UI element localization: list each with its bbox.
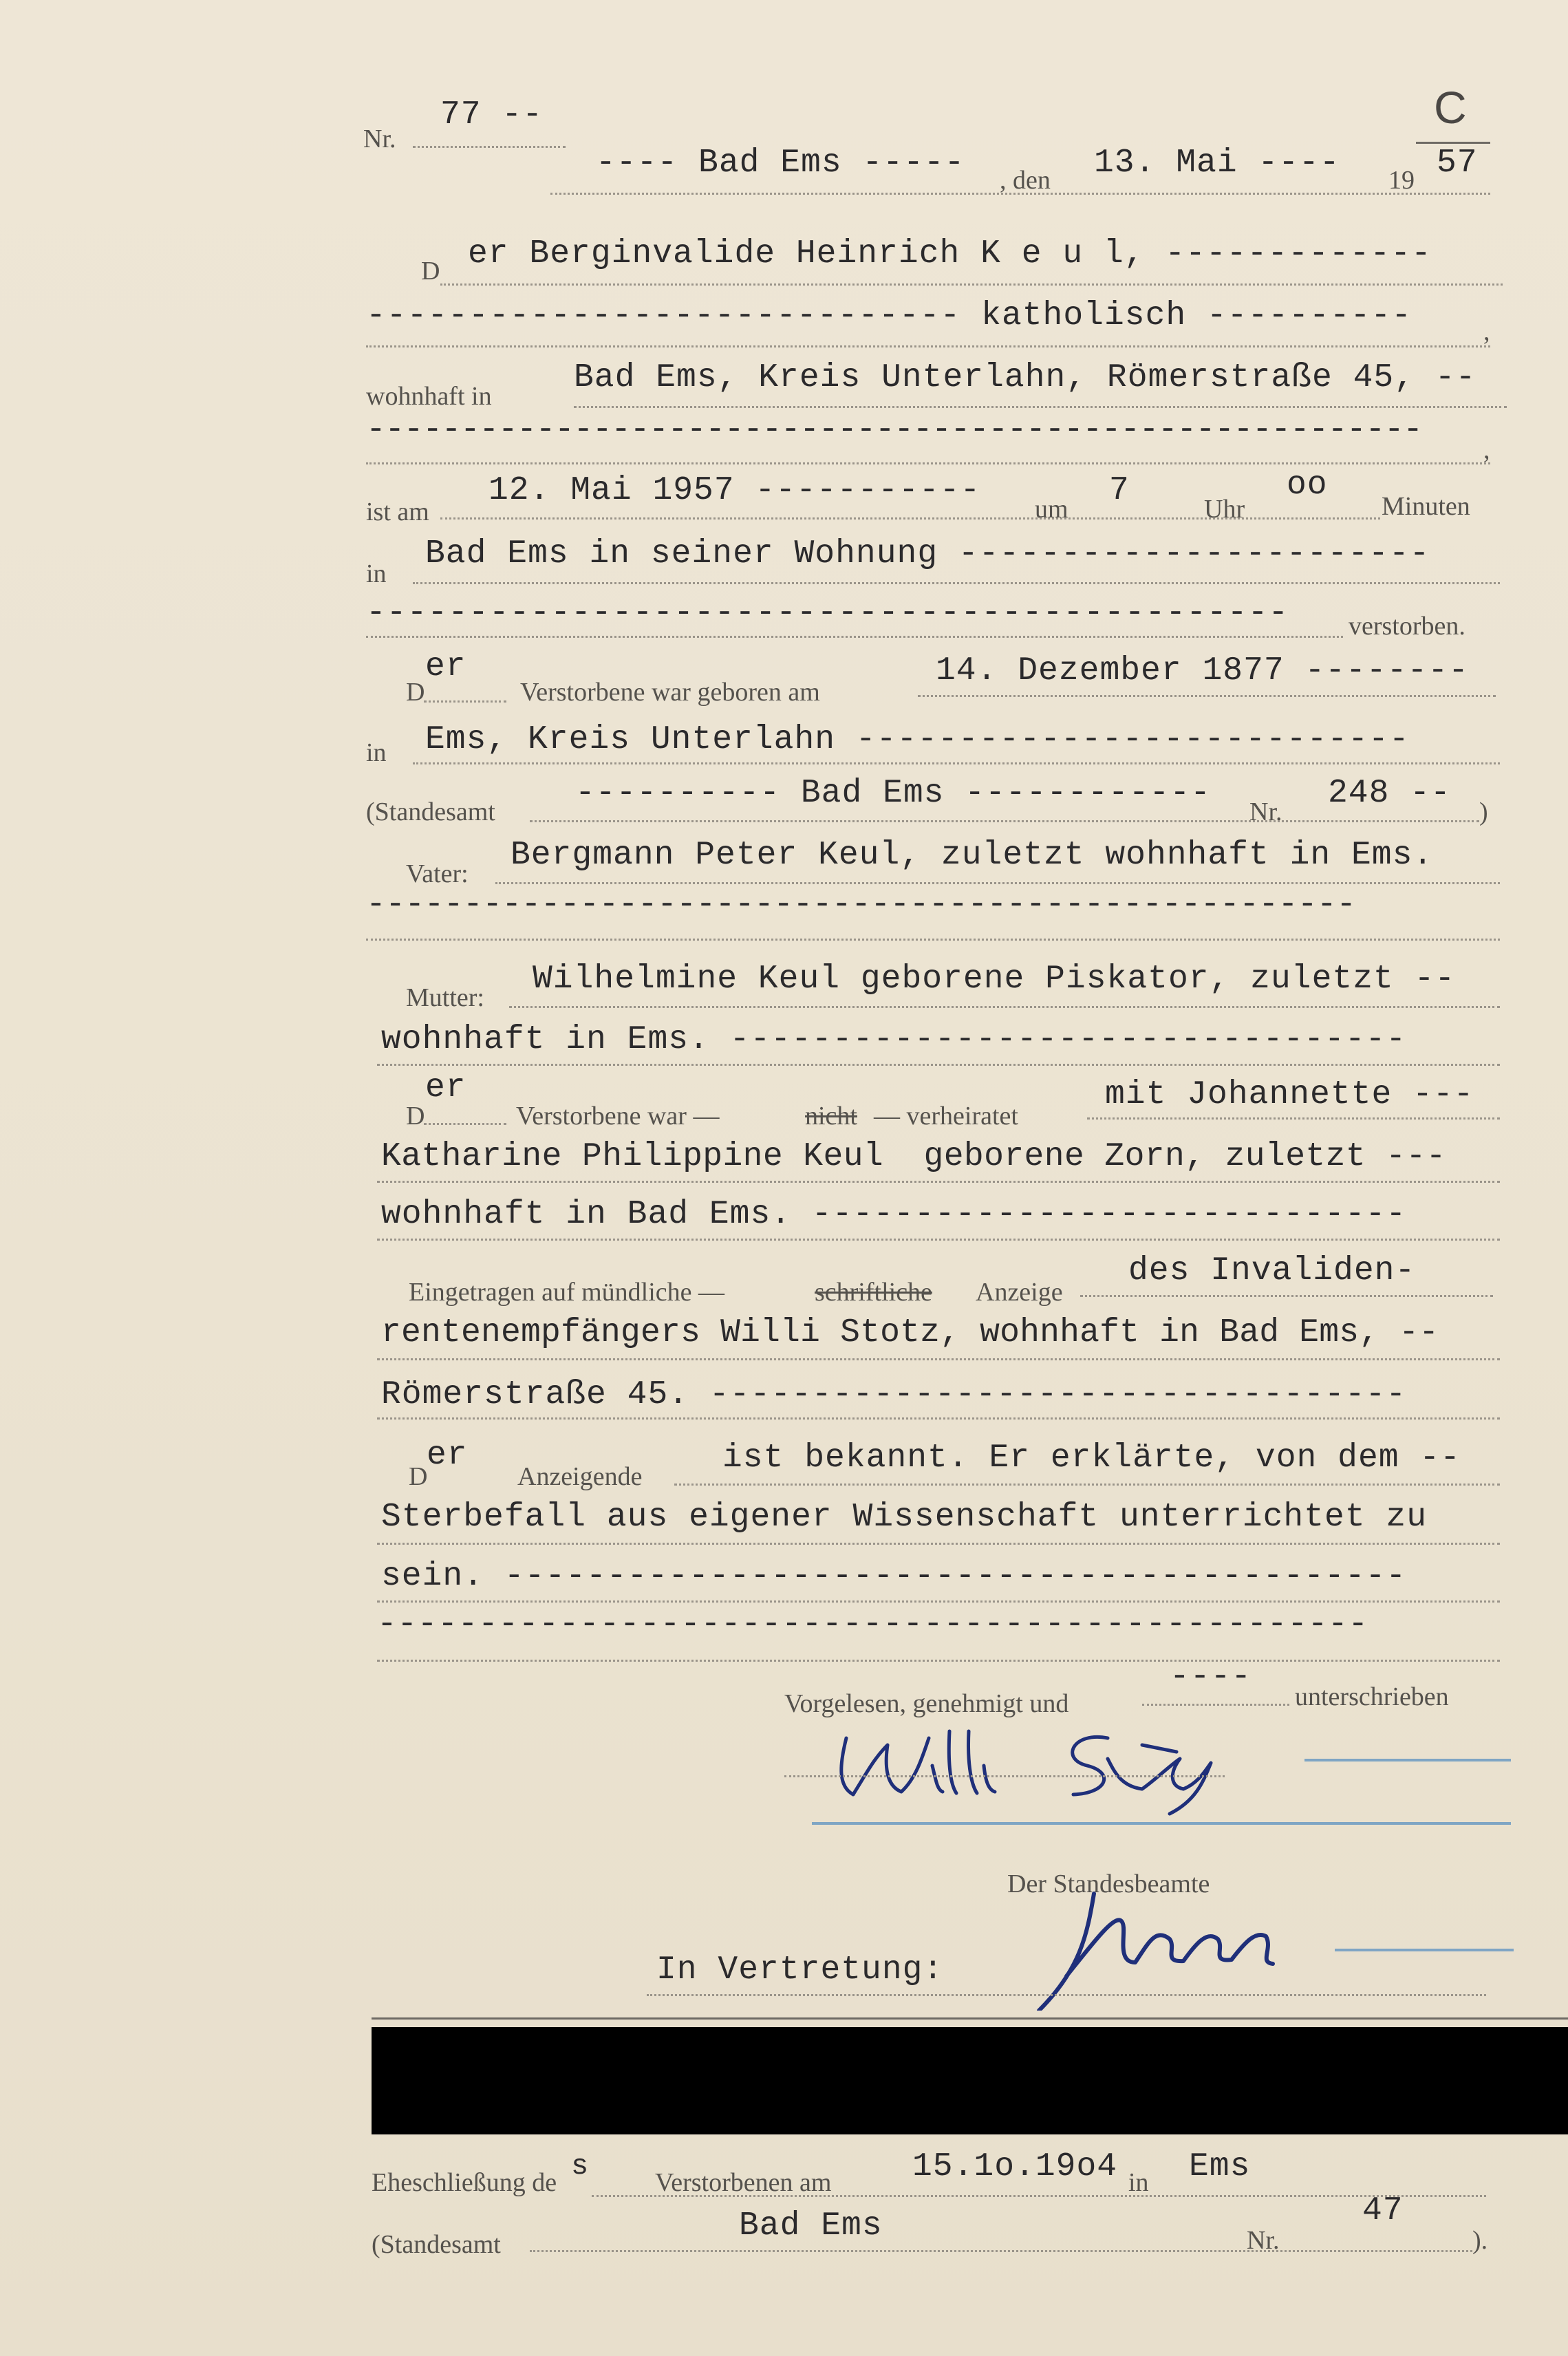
minuten-label: Minuten bbox=[1382, 492, 1470, 521]
death-date: 12. Mai 1957 ----------- bbox=[488, 472, 981, 509]
footer-marriage-row bbox=[0, 2148, 1568, 2209]
marriage-row bbox=[0, 1069, 1568, 1131]
death-date-rule bbox=[440, 517, 1380, 520]
birth-place-row bbox=[0, 721, 1568, 776]
address-cont-end: , bbox=[1483, 436, 1490, 464]
informant-row bbox=[0, 1439, 1568, 1495]
nr-label: Nr. bbox=[363, 125, 396, 153]
year-value: 57 bbox=[1437, 144, 1478, 182]
marriage-label-b: — verheiratet bbox=[874, 1102, 1018, 1131]
address-value: Bad Ems, Kreis Unterlahn, Römerstraße 45, -- bbox=[574, 359, 1476, 396]
birth-d-suffix: er bbox=[425, 648, 466, 685]
den-label: , den bbox=[1000, 166, 1051, 195]
death-place-rule bbox=[413, 582, 1500, 584]
person-row-1 bbox=[0, 235, 1568, 290]
birth-date: 14. Dezember 1877 -------- bbox=[936, 652, 1469, 689]
death-place-cont-rule bbox=[366, 636, 1343, 638]
header-date: 13. Mai ---- bbox=[1094, 144, 1340, 182]
birth-d-rule bbox=[424, 700, 506, 703]
informant-line-3: sein. -------------------------------------------- bbox=[381, 1558, 1407, 1595]
mother-line-2: wohnhaft in Ems. --------------------------------- bbox=[381, 1021, 1407, 1058]
marriage-label-strike: nicht bbox=[805, 1102, 857, 1131]
footer-standesamt-label: (Standesamt bbox=[372, 2230, 501, 2259]
informant-line-2: Sterbefall aus eigener Wissenschaft unterrichtet zu bbox=[381, 1499, 1428, 1536]
birth-nr-label: Nr. bbox=[1249, 797, 1282, 826]
informant-label: Anzeigende bbox=[517, 1462, 643, 1491]
person-d-label: D bbox=[421, 257, 440, 286]
ist-am-label: ist am bbox=[366, 497, 429, 526]
birth-date-rule bbox=[918, 695, 1496, 697]
deputy-row bbox=[0, 1951, 1568, 2006]
nr-value: 77 -- bbox=[440, 96, 544, 133]
mother-label: Mutter: bbox=[406, 983, 484, 1012]
informant-line-2-rule bbox=[377, 1543, 1500, 1545]
marriage-line-2: Katharine Philippine Keul geborene Zorn, zuletzt --- bbox=[381, 1138, 1446, 1175]
informant-cont-row-2 bbox=[0, 1558, 1568, 1613]
header-place: ---- Bad Ems ----- bbox=[596, 144, 965, 182]
registration-label-b: Anzeige bbox=[976, 1278, 1063, 1307]
marriage-cont-row-2 bbox=[0, 1196, 1568, 1251]
informant-line-1: ist bekannt. Er erklärte, von dem -- bbox=[722, 1439, 1461, 1477]
marriage-d-rule bbox=[424, 1123, 506, 1125]
marriage-spouse-rule bbox=[1087, 1117, 1500, 1120]
person-line-2-rule bbox=[366, 345, 1490, 347]
birth-nr-value: 248 -- bbox=[1328, 775, 1451, 812]
footer-nr-label: Nr. bbox=[1247, 2226, 1280, 2255]
informant-line-4-rule bbox=[377, 1660, 1500, 1662]
person-line-1-rule bbox=[440, 283, 1503, 286]
registration-value-1: des Invaliden- bbox=[1128, 1252, 1416, 1289]
father-label: Vater: bbox=[406, 859, 469, 888]
marriage-cont-row-1 bbox=[0, 1138, 1568, 1193]
official-label: Der Standesbeamte bbox=[1007, 1870, 1210, 1898]
informant-cont-row-1 bbox=[0, 1499, 1568, 1554]
informant-signature-rule bbox=[784, 1775, 1225, 1777]
footer-standesamt-value: Bad Ems bbox=[739, 2207, 883, 2245]
footer-close: ). bbox=[1472, 2226, 1488, 2255]
wohnhaft-label: wohnhaft in bbox=[366, 382, 492, 411]
marriage-line-3-rule bbox=[377, 1239, 1500, 1241]
year-label: 19 bbox=[1388, 166, 1415, 195]
father-cont-row bbox=[0, 886, 1568, 945]
birth-close: ) bbox=[1479, 797, 1488, 826]
um-label: um bbox=[1035, 495, 1068, 524]
official-signature-blue-rule bbox=[1335, 1949, 1514, 1951]
informant-signature-blue-rule-bottom bbox=[812, 1822, 1511, 1825]
ehe-suffix: s bbox=[571, 2150, 590, 2183]
birth-standesamt-rule bbox=[530, 820, 1479, 822]
person-line-2-end: , bbox=[1483, 317, 1490, 346]
birth-standesamt-value: ---------- Bad Ems ------------ bbox=[575, 775, 1211, 812]
person-row-2 bbox=[0, 297, 1568, 352]
person-line-1: er Berginvalide Heinrich K e u l, ------------- bbox=[468, 235, 1432, 272]
deputy-rule bbox=[647, 1994, 1486, 1996]
redaction-bar bbox=[372, 2027, 1568, 2134]
uhr-label: Uhr bbox=[1204, 495, 1245, 524]
deputy-label: In Vertretung: bbox=[656, 1951, 944, 1989]
informant-d-suffix: er bbox=[427, 1437, 468, 1474]
closing-filler-rule bbox=[1142, 1704, 1289, 1706]
official-row bbox=[0, 1869, 1568, 1924]
death-place-cont: --------------------------------------------- bbox=[366, 595, 1289, 632]
corner-letter: C bbox=[1434, 82, 1467, 133]
corner-underline bbox=[1416, 142, 1490, 144]
marriage-label-a: Verstorbene war — bbox=[516, 1102, 720, 1131]
informant-signature bbox=[784, 1717, 1266, 1821]
header-nr-row bbox=[0, 82, 1568, 153]
marriage-d-label: D bbox=[406, 1102, 425, 1131]
birth-row bbox=[0, 648, 1568, 707]
father-line-1: Bergmann Peter Keul, zuletzt wohnhaft in Ems. bbox=[511, 837, 1434, 874]
closing-label-a: Vorgelesen, genehmigt und bbox=[784, 1689, 1069, 1718]
marriage-spouse: mit Johannette --- bbox=[1105, 1076, 1474, 1113]
death-place-cont-row bbox=[0, 595, 1568, 650]
marriage-d-suffix: er bbox=[425, 1069, 466, 1106]
death-place: Bad Ems in seiner Wohnung ----------------------- bbox=[425, 535, 1430, 572]
footer-nr-value: 47 bbox=[1362, 2192, 1404, 2229]
ehe-place: Ems bbox=[1189, 2148, 1251, 2185]
section-divider bbox=[372, 2017, 1568, 2020]
address-cont-rule bbox=[366, 462, 1490, 464]
date-dotted-line bbox=[550, 193, 1490, 195]
birth-place: Ems, Kreis Unterlahn --------------------------- bbox=[425, 721, 1410, 758]
registration-value-3-rule bbox=[377, 1417, 1500, 1420]
death-hour: 7 bbox=[1109, 472, 1130, 509]
mother-line-1: Wilhelmine Keul geborene Piskator, zuletzt -- bbox=[533, 961, 1456, 998]
header-date-row bbox=[0, 144, 1568, 200]
footer-standesamt-row bbox=[0, 2192, 1568, 2262]
registration-value-3: Römerstraße 45. ---------------------------------- bbox=[381, 1376, 1407, 1413]
birth-d-label: D bbox=[406, 678, 425, 707]
father-line-2-rule bbox=[366, 939, 1500, 941]
ehe-date: 15.1o.19o4 bbox=[912, 2148, 1118, 2185]
address-rule bbox=[574, 406, 1507, 408]
registration-value-1-rule bbox=[1080, 1295, 1493, 1297]
mother-cont-row bbox=[0, 1021, 1568, 1076]
registration-cont-row-2 bbox=[0, 1376, 1568, 1431]
death-minutes: oo bbox=[1287, 467, 1328, 504]
marriage-line-3: wohnhaft in Bad Ems. ----------------------------- bbox=[381, 1196, 1407, 1233]
informant-line-4: ------------------------------------------------- bbox=[377, 1606, 1368, 1643]
father-line-2: --------------------------------------------------- bbox=[366, 886, 1356, 923]
father-line-1-rule bbox=[495, 882, 1500, 884]
official-signature bbox=[1011, 1873, 1300, 2011]
informant-d-label: D bbox=[409, 1462, 428, 1491]
footer-standesamt-rule bbox=[530, 2250, 1472, 2252]
informant-line-1-rule bbox=[674, 1484, 1500, 1486]
address-cont: -------------------------------------------------------- bbox=[366, 411, 1422, 449]
birth-label: Verstorbene war geboren am bbox=[520, 678, 820, 707]
registration-label-a: Eingetragen auf mündliche — bbox=[409, 1278, 725, 1307]
person-line-2: ----------------------------- katholisch ---------- bbox=[366, 297, 1413, 334]
birth-place-rule bbox=[413, 762, 1500, 764]
registration-value-2-rule bbox=[377, 1358, 1500, 1360]
verstorben-label: verstorben. bbox=[1349, 612, 1465, 641]
ehe-in-label: in bbox=[1128, 2168, 1149, 2197]
death-in-label: in bbox=[366, 559, 387, 588]
birth-in-label: in bbox=[366, 738, 387, 767]
ehe-rule bbox=[592, 2195, 1486, 2197]
mother-line-2-rule bbox=[377, 1064, 1500, 1066]
birth-standesamt-label: (Standesamt bbox=[366, 797, 495, 826]
informant-line-3-rule bbox=[377, 1600, 1500, 1603]
informant-signature-blue-rule-right bbox=[1304, 1759, 1511, 1761]
registration-value-2: rentenempfängers Willi Stotz, wohnhaft in Bad Ems, -- bbox=[381, 1314, 1439, 1351]
closing-filler: ---- bbox=[1170, 1658, 1252, 1695]
registration-cont-row-1 bbox=[0, 1314, 1568, 1369]
closing-label-b: unterschrieben bbox=[1295, 1682, 1449, 1711]
ehe-label: Eheschließung de bbox=[372, 2168, 557, 2197]
registration-row bbox=[0, 1252, 1568, 1307]
registration-label-strike: schriftliche bbox=[815, 1278, 932, 1307]
mother-line-1-rule bbox=[509, 1006, 1500, 1008]
marriage-line-2-rule bbox=[377, 1181, 1500, 1183]
verst-label: Verstorbenen am bbox=[655, 2168, 832, 2197]
